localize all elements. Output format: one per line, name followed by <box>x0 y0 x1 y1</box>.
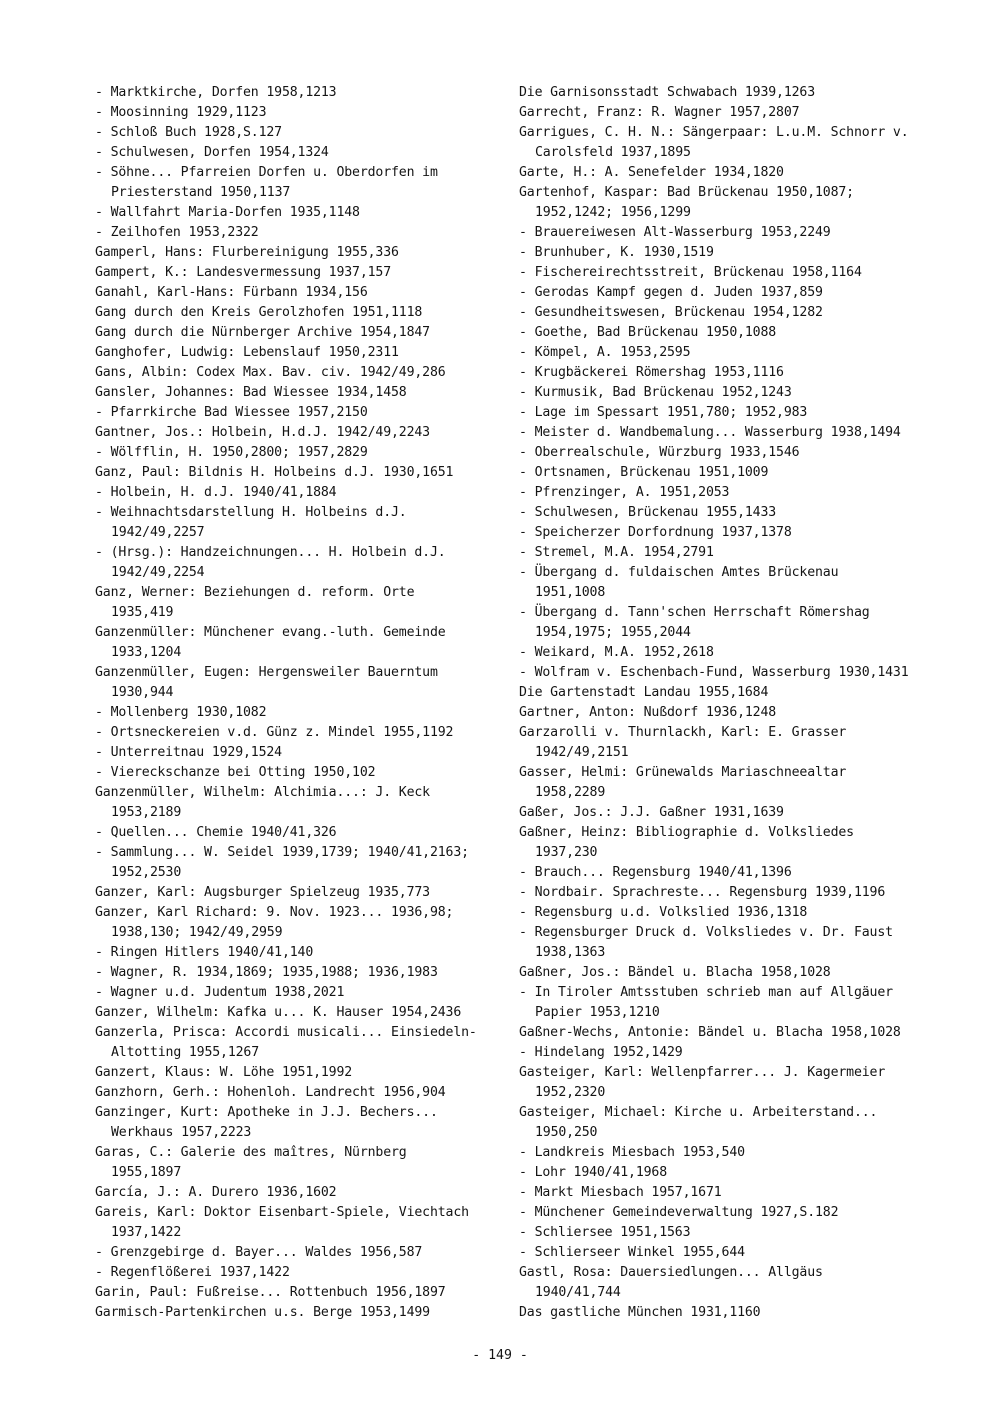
index-entry-continuation: 1954,1975; 1955,2044 <box>535 625 691 640</box>
index-entry <box>519 363 934 383</box>
index-entry <box>519 643 934 663</box>
index-entry-continuation: 1950,250 <box>535 1125 598 1140</box>
index-entry <box>519 243 934 263</box>
index-entry <box>95 403 505 423</box>
page-number: - 149 - <box>472 1348 528 1363</box>
index-entry <box>95 543 505 583</box>
index-entry <box>95 1183 505 1203</box>
index-entry-text: - Schliersee 1951,1563 <box>519 1225 691 1240</box>
index-entry <box>519 1043 934 1063</box>
index-entry <box>95 1263 505 1283</box>
index-entry-text: - Ortsnamen, Brückenau 1951,1009 <box>519 465 769 480</box>
index-entry-text: Gasteiger, Karl: Wellenpfarrer... J. Kagermeier <box>519 1065 886 1080</box>
index-entry-text: - (Hrsg.): Handzeichnungen... H. Holbein d.J. <box>95 545 446 560</box>
index-entry-text: - Sammlung... W. Seidel 1939,1739; 1940/41,2163; <box>95 845 469 860</box>
index-entry <box>95 1203 505 1243</box>
index-entry-text: - Übergang d. fuldaischen Amtes Brückenau <box>519 565 839 580</box>
index-entry-text: Garte, H.: A. Senefelder 1934,1820 <box>519 165 784 180</box>
index-entry-text: Ganzenmüller: Münchener evang.-luth. Gemeinde <box>95 625 446 640</box>
index-entry <box>95 623 505 663</box>
index-entry-text: Ganzer, Karl: Augsburger Spielzeug 1935,773 <box>95 885 430 900</box>
index-entry-text: - Wagner u.d. Judentum 1938,2021 <box>95 985 345 1000</box>
index-entry-text: - Kurmusik, Bad Brückenau 1952,1243 <box>519 385 792 400</box>
index-entry <box>519 923 934 963</box>
index-entry <box>95 503 505 543</box>
index-entry-text: Garrecht, Franz: R. Wagner 1957,2807 <box>519 105 800 120</box>
index-entry <box>95 443 505 463</box>
index-entry <box>95 463 505 483</box>
index-entry-text: Ganzhorn, Gerh.: Hohenloh. Landrecht 1956,904 <box>95 1085 446 1100</box>
index-entry <box>95 103 505 123</box>
index-entry <box>95 583 505 623</box>
index-entry <box>519 1183 934 1203</box>
index-entry-text: - Wallfahrt Maria-Dorfen 1935,1148 <box>95 205 360 220</box>
index-entry-text: - Grenzgebirge d. Bayer... Waldes 1956,587 <box>95 1245 423 1260</box>
index-entry-text: - Schlierseer Winkel 1955,644 <box>519 1245 745 1260</box>
index-entry-text: - Hindelang 1952,1429 <box>519 1045 683 1060</box>
index-entry <box>95 243 505 263</box>
index-entry-text: Gasteiger, Michael: Kirche u. Arbeiterstand... <box>519 1105 878 1120</box>
index-entry-text: Ganzert, Klaus: W. Löhe 1951,1992 <box>95 1065 353 1080</box>
index-entry-continuation: 1935,419 <box>111 605 174 620</box>
index-entry-continuation: 1942/49,2151 <box>535 745 629 760</box>
index-entry-continuation: 1937,1422 <box>111 1225 182 1240</box>
index-entry-text: - Markt Miesbach 1957,1671 <box>519 1185 722 1200</box>
index-entry-continuation: 1940/41,744 <box>535 1285 621 1300</box>
index-entry-text: Gaßner, Heinz: Bibliographie d. Volksliedes <box>519 825 854 840</box>
index-entry <box>519 723 934 763</box>
index-entry <box>519 83 934 103</box>
index-entry-text: - Speicherzer Dorfordnung 1937,1378 <box>519 525 792 540</box>
index-entry-text: - Pfarrkirche Bad Wiessee 1957,2150 <box>95 405 368 420</box>
index-entry-text: - Regensburger Druck d. Volksliedes v. Dr. Faust <box>519 925 893 940</box>
index-entry <box>519 343 934 363</box>
index-entry-text: Ganzer, Karl Richard: 9. Nov. 1923... 1936,98; <box>95 905 454 920</box>
index-entry <box>519 663 934 683</box>
index-entry <box>519 563 934 603</box>
index-entry <box>519 463 934 483</box>
index-entry <box>95 943 505 963</box>
index-entry <box>95 223 505 243</box>
index-entry <box>95 343 505 363</box>
index-entry <box>519 603 934 643</box>
index-entry-continuation: 1953,2189 <box>111 805 182 820</box>
index-entry-text: - Weihnachtsdarstellung H. Holbeins d.J. <box>95 505 407 520</box>
index-entry-text: Ganz, Paul: Bildnis H. Holbeins d.J. 1930,1651 <box>95 465 454 480</box>
index-entry <box>95 263 505 283</box>
index-entry <box>519 1163 934 1183</box>
index-entry-text: Ganzinger, Kurt: Apotheke in J.J. Bechers... <box>95 1105 438 1120</box>
index-entry-text: - Kömpel, A. 1953,2595 <box>519 345 691 360</box>
index-entry <box>519 1243 934 1263</box>
index-entry-text: Gamperl, Hans: Flurbereinigung 1955,336 <box>95 245 399 260</box>
index-entry-text: Garas, C.: Galerie des maîtres, Nürnberg <box>95 1145 407 1160</box>
index-entry-continuation: 1930,944 <box>111 685 174 700</box>
index-entry-text: Die Gartenstadt Landau 1955,1684 <box>519 685 769 700</box>
index-entry <box>95 763 505 783</box>
index-entry-continuation: 1952,1242; 1956,1299 <box>535 205 691 220</box>
index-entry <box>95 83 505 103</box>
index-entry <box>519 443 934 463</box>
index-entry-text: Ganahl, Karl-Hans: Fürbann 1934,156 <box>95 285 368 300</box>
index-entry-text: Ganzenmüller, Wilhelm: Alchimia...: J. Keck <box>95 785 430 800</box>
index-entry-continuation: 1955,1897 <box>111 1165 182 1180</box>
index-entry-text: Gang durch den Kreis Gerolzhofen 1951,1118 <box>95 305 423 320</box>
index-entry-text: - Gesundheitswesen, Brückenau 1954,1282 <box>519 305 823 320</box>
index-entry <box>519 1143 934 1163</box>
index-entry-text: - Regensburg u.d. Volkslied 1936,1318 <box>519 905 808 920</box>
index-entry <box>95 983 505 1003</box>
index-entry <box>95 1023 505 1063</box>
index-entry <box>519 103 934 123</box>
index-entry <box>95 143 505 163</box>
index-entry <box>95 303 505 323</box>
index-entry-text: - Zeilhofen 1953,2322 <box>95 225 259 240</box>
index-entry <box>519 903 934 923</box>
index-entry <box>95 123 505 143</box>
index-entry <box>95 883 505 903</box>
index-entry-text: - Marktkirche, Dorfen 1958,1213 <box>95 85 337 100</box>
index-entry-continuation: 1942/49,2254 <box>111 565 205 580</box>
index-entry <box>519 823 934 863</box>
index-entry-continuation: 1952,2320 <box>535 1085 606 1100</box>
index-entry <box>519 963 934 983</box>
index-entry <box>95 363 505 383</box>
index-entry-text: Gaßner, Jos.: Bändel u. Blacha 1958,1028 <box>519 965 831 980</box>
index-entry <box>95 1303 505 1323</box>
index-entry <box>519 503 934 523</box>
index-entry <box>95 323 505 343</box>
index-entry-text: - Unterreitnau 1929,1524 <box>95 745 282 760</box>
index-entry <box>95 1143 505 1183</box>
index-entry <box>519 223 934 243</box>
index-entry <box>519 283 934 303</box>
index-entry-text: - Meister d. Wandbemalung... Wasserburg 1938,1494 <box>519 425 901 440</box>
index-entry-text: - Ringen Hitlers 1940/41,140 <box>95 945 314 960</box>
index-entry-text: Gans, Albin: Codex Max. Bav. civ. 1942/49,286 <box>95 365 446 380</box>
index-entry-text: - Lage im Spessart 1951,780; 1952,983 <box>519 405 808 420</box>
index-entry <box>519 803 934 823</box>
index-entry <box>519 163 934 183</box>
index-entry <box>95 1003 505 1023</box>
index-entry-continuation: 1938,130; 1942/49,2959 <box>111 925 283 940</box>
index-entry-text: - Wagner, R. 1934,1869; 1935,1988; 1936,1983 <box>95 965 438 980</box>
index-entry-text: Gareis, Karl: Doktor Eisenbart-Spiele, Viechtach <box>95 1205 469 1220</box>
index-entry-text: - Oberrealschule, Würzburg 1933,1546 <box>519 445 800 460</box>
index-entry <box>95 783 505 823</box>
index-entry-text: Ganzenmüller, Eugen: Hergensweiler Bauerntum <box>95 665 438 680</box>
index-entry-continuation: 1937,230 <box>535 845 598 860</box>
index-entry-text: - Brunhuber, K. 1930,1519 <box>519 245 714 260</box>
index-entry <box>519 1063 934 1103</box>
index-entry-continuation: Werkhaus 1957,2223 <box>111 1125 252 1140</box>
index-entry-text: Gantner, Jos.: Holbein, H.d.J. 1942/49,2243 <box>95 425 430 440</box>
index-entry <box>519 983 934 1023</box>
index-entry-text: - Stremel, M.A. 1954,2791 <box>519 545 714 560</box>
index-entry-continuation: Carolsfeld 1937,1895 <box>535 145 691 160</box>
index-entry <box>519 543 934 563</box>
index-entry-continuation: Altotting 1955,1267 <box>111 1045 260 1060</box>
index-entry-continuation: Papier 1953,1210 <box>535 1005 660 1020</box>
index-entry-text: - Münchener Gemeindeverwaltung 1927,S.182 <box>519 1205 839 1220</box>
index-entry <box>519 263 934 283</box>
index-entry-text: - Gerodas Kampf gegen d. Juden 1937,859 <box>519 285 823 300</box>
index-entry-text: - Moosinning 1929,1123 <box>95 105 267 120</box>
index-entry-text: Gaßner-Wechs, Antonie: Bändel u. Blacha 1958,1028 <box>519 1025 901 1040</box>
index-entry-text: - In Tiroler Amtsstuben schrieb man auf Allgäuer <box>519 985 893 1000</box>
index-entry-text: - Goethe, Bad Brückenau 1950,1088 <box>519 325 777 340</box>
index-entry-text: Gastl, Rosa: Dauersiedlungen... Allgäus <box>519 1265 823 1280</box>
index-entry-continuation: 1933,1204 <box>111 645 182 660</box>
index-entry <box>519 323 934 343</box>
index-entry-text: - Viereckschanze bei Otting 1950,102 <box>95 765 376 780</box>
index-entry-text: Garmisch-Partenkirchen u.s. Berge 1953,1499 <box>95 1305 430 1320</box>
index-entry <box>519 1103 934 1143</box>
index-entry-text: - Ortsneckereien v.d. Günz z. Mindel 1955,1192 <box>95 725 454 740</box>
index-entry <box>95 1283 505 1303</box>
index-entry <box>95 1243 505 1263</box>
index-entry <box>95 963 505 983</box>
index-entry <box>519 883 934 903</box>
index-entry <box>95 483 505 503</box>
index-entry <box>95 823 505 843</box>
index-entry-text: - Krugbäckerei Römershag 1953,1116 <box>519 365 784 380</box>
index-entry <box>95 203 505 223</box>
index-entry <box>519 423 934 443</box>
index-column-right <box>519 83 934 1323</box>
index-entry-text: Gartenhof, Kaspar: Bad Brückenau 1950,1087; <box>519 185 854 200</box>
index-entry-continuation: Priesterstand 1950,1137 <box>111 185 291 200</box>
index-entry-text: - Pfrenzinger, A. 1951,2053 <box>519 485 730 500</box>
index-entry <box>95 383 505 403</box>
index-entry <box>95 283 505 303</box>
index-entry-text: - Übergang d. Tann'schen Herrschaft Römershag <box>519 605 870 620</box>
index-entry <box>95 703 505 723</box>
index-entry-text: - Fischereirechtsstreit, Brückenau 1958,1164 <box>519 265 862 280</box>
index-entry <box>519 1223 934 1243</box>
index-entry <box>95 903 505 943</box>
index-entry <box>95 843 505 883</box>
index-entry-text: - Weikard, M.A. 1952,2618 <box>519 645 714 660</box>
index-entry-text: Die Garnisonsstadt Schwabach 1939,1263 <box>519 85 816 100</box>
index-entry <box>95 163 505 203</box>
index-entry-text: - Schloß Buch 1928,S.127 <box>95 125 282 140</box>
index-column-left <box>95 83 505 1323</box>
index-entry <box>519 483 934 503</box>
index-entry-text: Gansler, Johannes: Bad Wiessee 1934,1458 <box>95 385 407 400</box>
index-entry-continuation: 1951,1008 <box>535 585 606 600</box>
index-entry-text: Gaßer, Jos.: J.J. Gaßner 1931,1639 <box>519 805 784 820</box>
index-entry <box>519 523 934 543</box>
index-entry <box>519 1303 934 1323</box>
index-entry-text: - Regenflößerei 1937,1422 <box>95 1265 290 1280</box>
index-entry-text: - Brauereiwesen Alt-Wasserburg 1953,2249 <box>519 225 831 240</box>
index-entry <box>519 403 934 423</box>
index-entry-text: - Lohr 1940/41,1968 <box>519 1165 668 1180</box>
index-entry-text: - Söhne... Pfarreien Dorfen u. Oberdorfen im <box>95 165 438 180</box>
index-entry <box>519 703 934 723</box>
index-entry-continuation: 1938,1363 <box>535 945 606 960</box>
index-entry <box>95 1103 505 1143</box>
index-entry-text: Gang durch die Nürnberger Archive 1954,1847 <box>95 325 430 340</box>
index-entry <box>95 723 505 743</box>
index-entry <box>519 1023 934 1043</box>
index-entry-text: - Wolfram v. Eschenbach-Fund, Wasserburg 1930,1431 <box>519 665 909 680</box>
index-entry <box>95 423 505 443</box>
index-entry-text: García, J.: A. Durero 1936,1602 <box>95 1185 337 1200</box>
index-entry-text: - Quellen... Chemie 1940/41,326 <box>95 825 337 840</box>
index-entry-text: Ganzerla, Prisca: Accordi musicali... Einsiedeln- <box>95 1025 477 1040</box>
index-entry-continuation: 1942/49,2257 <box>111 525 205 540</box>
index-entry <box>519 183 934 223</box>
index-entry-text: Das gastliche München 1931,1160 <box>519 1305 761 1320</box>
index-entry-text: - Wölfflin, H. 1950,2800; 1957,2829 <box>95 445 368 460</box>
index-entry-text: Gampert, K.: Landesvermessung 1937,157 <box>95 265 392 280</box>
index-entry-text: Ganzer, Wilhelm: Kafka u... K. Hauser 1954,2436 <box>95 1005 462 1020</box>
index-entry <box>95 663 505 703</box>
index-entry <box>95 1063 505 1083</box>
index-entry <box>519 1263 934 1303</box>
index-entry <box>95 1083 505 1103</box>
index-entry-text: - Nordbair. Sprachreste... Regensburg 1939,1196 <box>519 885 886 900</box>
index-entry <box>519 863 934 883</box>
index-entry-text: Garzarolli v. Thurnlackh, Karl: E. Grasser <box>519 725 847 740</box>
index-entry-text: Garin, Paul: Fußreise... Rottenbuch 1956,1897 <box>95 1285 446 1300</box>
index-entry <box>519 683 934 703</box>
index-entry-text: - Landkreis Miesbach 1953,540 <box>519 1145 745 1160</box>
index-entry-text: Ganghofer, Ludwig: Lebenslauf 1950,2311 <box>95 345 399 360</box>
index-entry <box>519 383 934 403</box>
index-entry <box>519 763 934 803</box>
index-entry-text: - Schulwesen, Dorfen 1954,1324 <box>95 145 329 160</box>
index-entry-text: Gartner, Anton: Nußdorf 1936,1248 <box>519 705 777 720</box>
index-entry <box>519 303 934 323</box>
index-entry <box>95 743 505 763</box>
index-entry-text: - Brauch... Regensburg 1940/41,1396 <box>519 865 792 880</box>
index-entry-text: - Holbein, H. d.J. 1940/41,1884 <box>95 485 337 500</box>
index-entry-continuation: 1958,2289 <box>535 785 606 800</box>
index-entry-text: - Mollenberg 1930,1082 <box>95 705 267 720</box>
index-entry-continuation: 1952,2530 <box>111 865 182 880</box>
index-entry-text: Ganz, Werner: Beziehungen d. reform. Orte <box>95 585 415 600</box>
index-entry-text: Gasser, Helmi: Grünewalds Mariaschneealtar <box>519 765 847 780</box>
index-entry-text: - Schulwesen, Brückenau 1955,1433 <box>519 505 777 520</box>
index-entry <box>519 123 934 163</box>
index-entry <box>519 1203 934 1223</box>
index-entry-text: Garrigues, C. H. N.: Sängerpaar: L.u.M. Schnorr v. <box>519 125 909 140</box>
